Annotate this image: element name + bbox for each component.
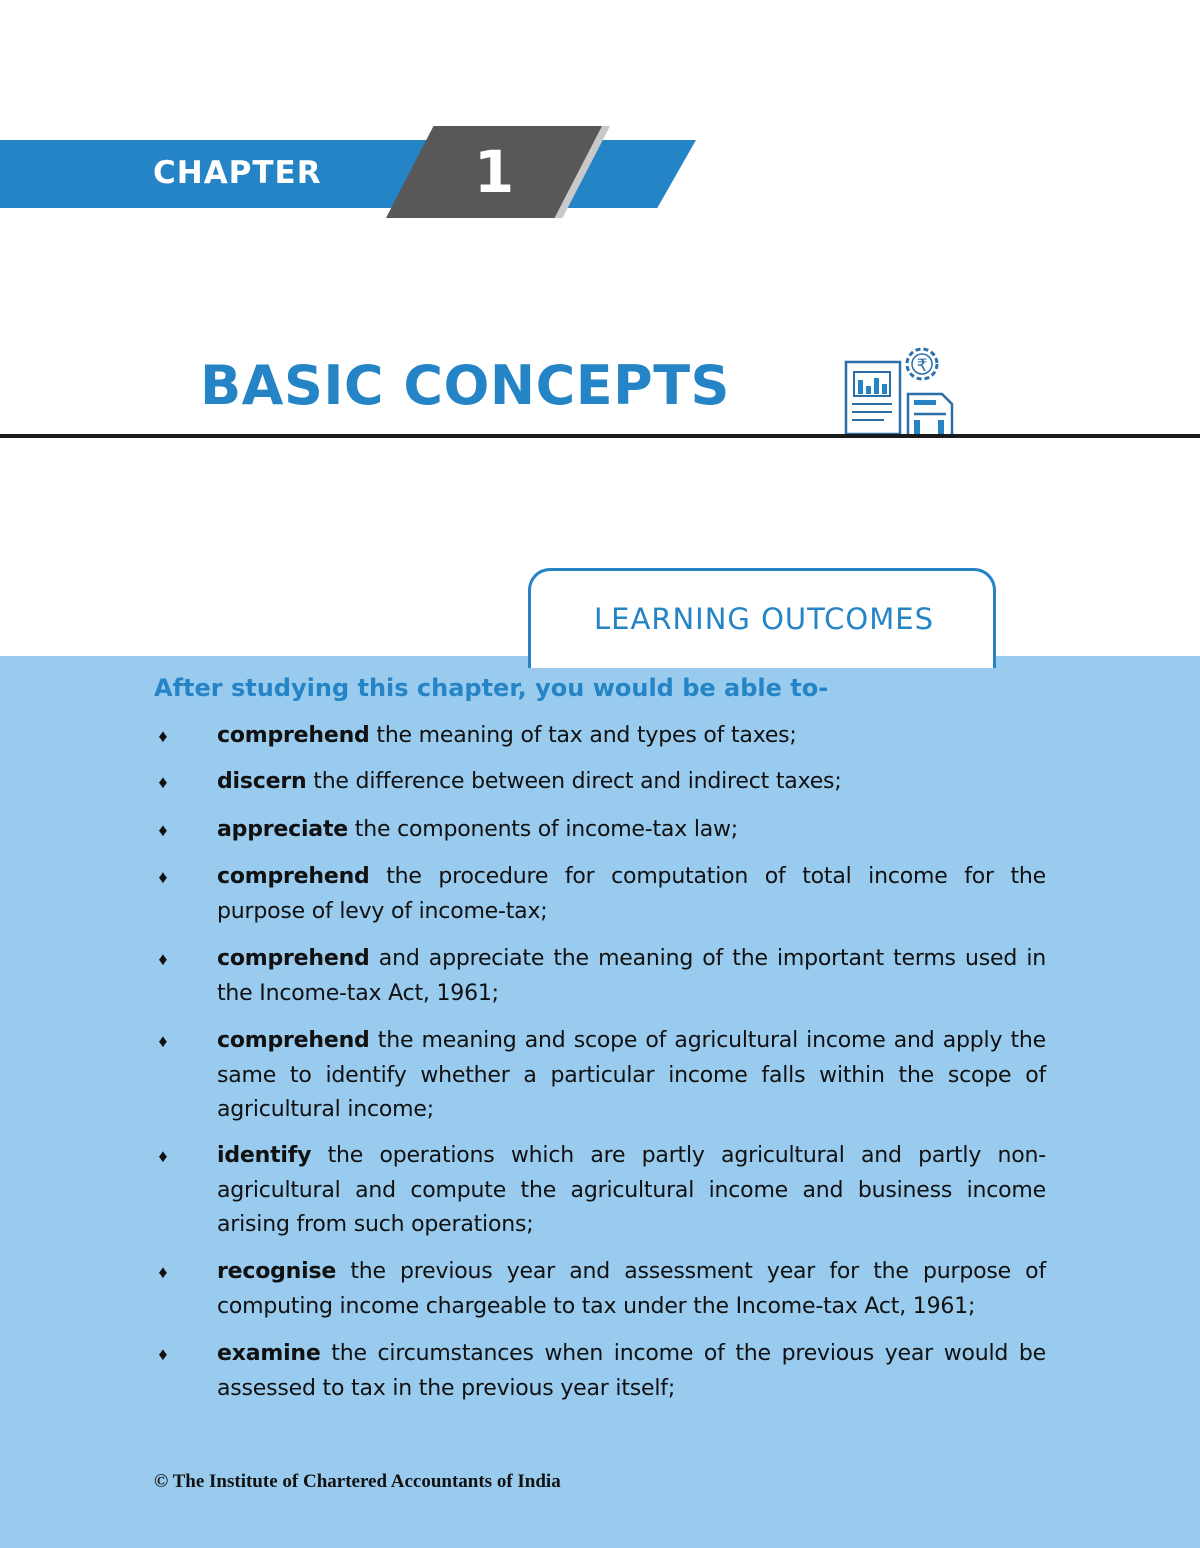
outcome-description: the difference between direct and indirect taxes; bbox=[306, 769, 842, 794]
chapter-label: CHAPTER bbox=[153, 155, 322, 191]
outcome-description: the components of income-tax law; bbox=[347, 817, 739, 842]
learning-outcomes-intro: After studying this chapter, you would be able to- bbox=[154, 674, 829, 702]
copyright-footer: © The Institute of Chartered Accountants of India bbox=[154, 1471, 561, 1492]
diamond-bullet-icon: ♦ bbox=[158, 1262, 168, 1282]
outcome-verb: comprehend bbox=[217, 946, 370, 971]
outcome-description: the procedure for computation of total income for the purpose of levy of income-tax; bbox=[217, 864, 1046, 924]
diamond-bullet-icon: ♦ bbox=[158, 949, 168, 969]
chapter-title: BASIC CONCEPTS bbox=[200, 354, 730, 417]
outcome-verb: comprehend bbox=[217, 723, 370, 748]
tax-document-icon bbox=[842, 342, 958, 438]
rupee-symbol: ₹ bbox=[916, 356, 928, 376]
outcome-verb: comprehend bbox=[217, 864, 370, 889]
diamond-bullet-icon: ♦ bbox=[158, 1031, 168, 1051]
chapter-number: 1 bbox=[473, 138, 515, 206]
outcome-description: the meaning of tax and types of taxes; bbox=[369, 723, 797, 748]
outcome-description: the circumstances when income of the previous year would be assessed to tax in the previous year itself; bbox=[217, 1341, 1046, 1401]
diamond-bullet-icon: ♦ bbox=[158, 726, 168, 746]
outcome-verb: comprehend bbox=[217, 1028, 370, 1053]
title-divider bbox=[0, 434, 1200, 438]
outcome-verb: identify bbox=[217, 1143, 312, 1168]
diamond-bullet-icon: ♦ bbox=[158, 1344, 168, 1364]
diamond-bullet-icon: ♦ bbox=[158, 820, 168, 840]
diamond-bullet-icon: ♦ bbox=[158, 1146, 168, 1166]
outcome-description: the previous year and assessment year for the purpose of computing income chargeable to tax under the Income-tax Act, 1961; bbox=[217, 1259, 1046, 1319]
outcome-description: the meaning and scope of agricultural income and apply the same to identify whether a particular income falls within the scope of agricultural income; bbox=[217, 1028, 1046, 1122]
outcome-verb: discern bbox=[217, 769, 307, 794]
outcome-verb: recognise bbox=[217, 1259, 337, 1284]
outcome-description: the operations which are partly agricultural and partly non-agricultural and compute the agricultural income and business income arising from such operations; bbox=[217, 1143, 1046, 1237]
outcome-description: and appreciate the meaning of the important terms used in the Income-tax Act, 1961; bbox=[217, 946, 1046, 1006]
learning-outcomes-heading: LEARNING OUTCOMES bbox=[594, 602, 934, 636]
outcome-verb: examine bbox=[217, 1341, 321, 1366]
diamond-bullet-icon: ♦ bbox=[158, 772, 168, 792]
diamond-bullet-icon: ♦ bbox=[158, 867, 168, 887]
outcome-verb: appreciate bbox=[217, 817, 348, 842]
